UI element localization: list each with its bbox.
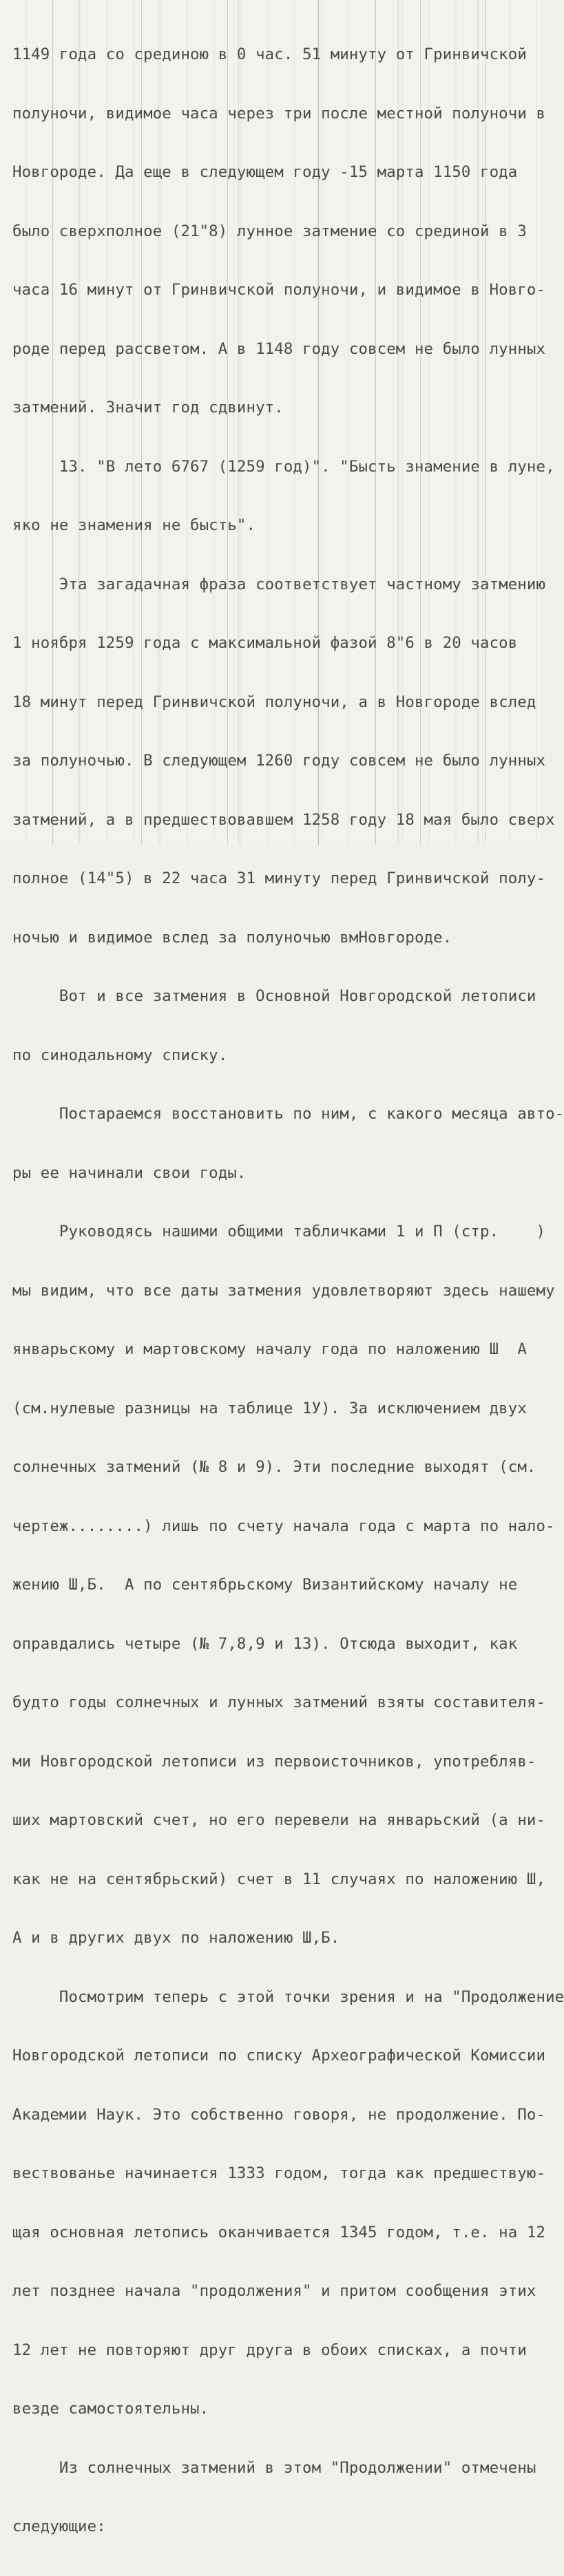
text-line: полуночи, видимое часа через три после местной полуночи в (12, 104, 546, 123)
text-line: ры ее начинали свои годы. (12, 1163, 247, 1182)
text-line: было сверхполное (21"8) лунное затмение со срединой в 3 (12, 222, 527, 240)
text-line: по синодальному списку. (12, 1046, 228, 1064)
text-line: Посмотрим теперь с этой точки зрения и на "Продолжение (12, 1987, 564, 2006)
text-line: Руководясь нашими общими табличками 1 и П (стр. ) (12, 1223, 546, 1241)
text-line: Из солнечных затмений в этом "Продолжении" отмечены (12, 2458, 536, 2477)
text-line: следующие: (12, 2517, 106, 2535)
typewritten-text (12, 6, 564, 2576)
text-line: как не на сентябрьский) счет в 11 случаях по наложению Ш, (12, 1870, 546, 1888)
text-line: 1149 года со срединою в 0 час. 51 минуту от Гринвичской (12, 45, 527, 63)
text-line: 12 лет не повторяют друг друга в обоих списках, а почти (12, 2341, 527, 2359)
text-line: 13. "В лето 6767 (1259 год)". "Бысть знамение в луне, (12, 457, 555, 476)
text-line: ших мартовский счет, но его перевели на январьский (а ни- (12, 1811, 546, 1829)
text-line: яко не знамения не бысть". (12, 516, 256, 534)
text-line: жению Ш,Б. А по сентябрьскому Византийскому началу не (12, 1576, 518, 1594)
text-line: ночью и видимое вслед за полуночью вмНовгороде. (12, 928, 452, 947)
text-line: Вот и все затмения в Основной Новгородской летописи (12, 987, 536, 1005)
text-line: ми Новгородской летописи из первоисточников, употребляв- (12, 1752, 536, 1771)
text-line: мы видим, что все даты затмения удовлетворяют здесь нашему (12, 1281, 555, 1300)
text-line: часа 16 минут от Гринвичской полуночи, и видимое в Новго- (12, 281, 546, 299)
text-line: чертеж........) лишь по счету начала года с марта по нало- (12, 1517, 555, 1535)
text-line: Эта загадачная фраза соответствует частному затмению (12, 575, 546, 593)
text-line: солнечных затмений (№ 8 и 9). Эти последние выходят (см. (12, 1458, 536, 1476)
text-line: вествованье начинается 1333 годом, тогда как предшествую- (12, 2164, 546, 2182)
text-line: везде самостоятельны. (12, 2400, 209, 2418)
text-line: 18 минут перед Гринвичской полуночи, а в Новгороде вслед (12, 693, 536, 711)
text-line: оправдались четыре (№ 7,8,9 и 13). Отсюда выходит, как (12, 1634, 518, 1653)
text-line: затмений, а в предшествовавшем 1258 году 18 мая было сверх (12, 810, 555, 829)
text-line: (см.нулевые разницы на таблице 1У). За исключением двух (12, 1399, 527, 1417)
text-line: январьскому и мартовскому началу года по наложению Ш А (12, 1340, 527, 1358)
text-line: 1 ноября 1259 года с максимальной фазой 8"6 в 20 часов (12, 634, 518, 652)
text-line: Новгороде. Да еще в следующем году -15 марта 1150 года (12, 163, 518, 181)
text-line: будто годы солнечных и лунных затмений взяты составителя- (12, 1693, 546, 1711)
text-line: затмений. Значит год сдвинут. (12, 399, 284, 416)
text-line: лет позднее начала "продолжения" и притом сообщения этих (12, 2282, 536, 2300)
text-line: А и в других двух по наложению Ш,Б. (12, 1929, 340, 1947)
text-line: Академии Наук. Это собственно говоря, не продолжение. По- (12, 2105, 546, 2124)
text-line: за полуночью. В следующем 1260 году совсем не было лунных (12, 752, 546, 770)
text-line: полное (14"5) в 22 часа 31 минуту перед Гринвичской полу- (12, 869, 546, 887)
text-line: Постараемся восстановить по ним, с какого месяца авто- (12, 1105, 564, 1123)
text-line: Новгородской летописи по списку Археографической Комиссии (12, 2047, 546, 2065)
text-line: роде перед рассветом. А в 1148 году совсем не было лунных (12, 339, 546, 358)
text-line: щая основная летопись оканчивается 1345 годом, т.е. на 12 (12, 2223, 546, 2241)
